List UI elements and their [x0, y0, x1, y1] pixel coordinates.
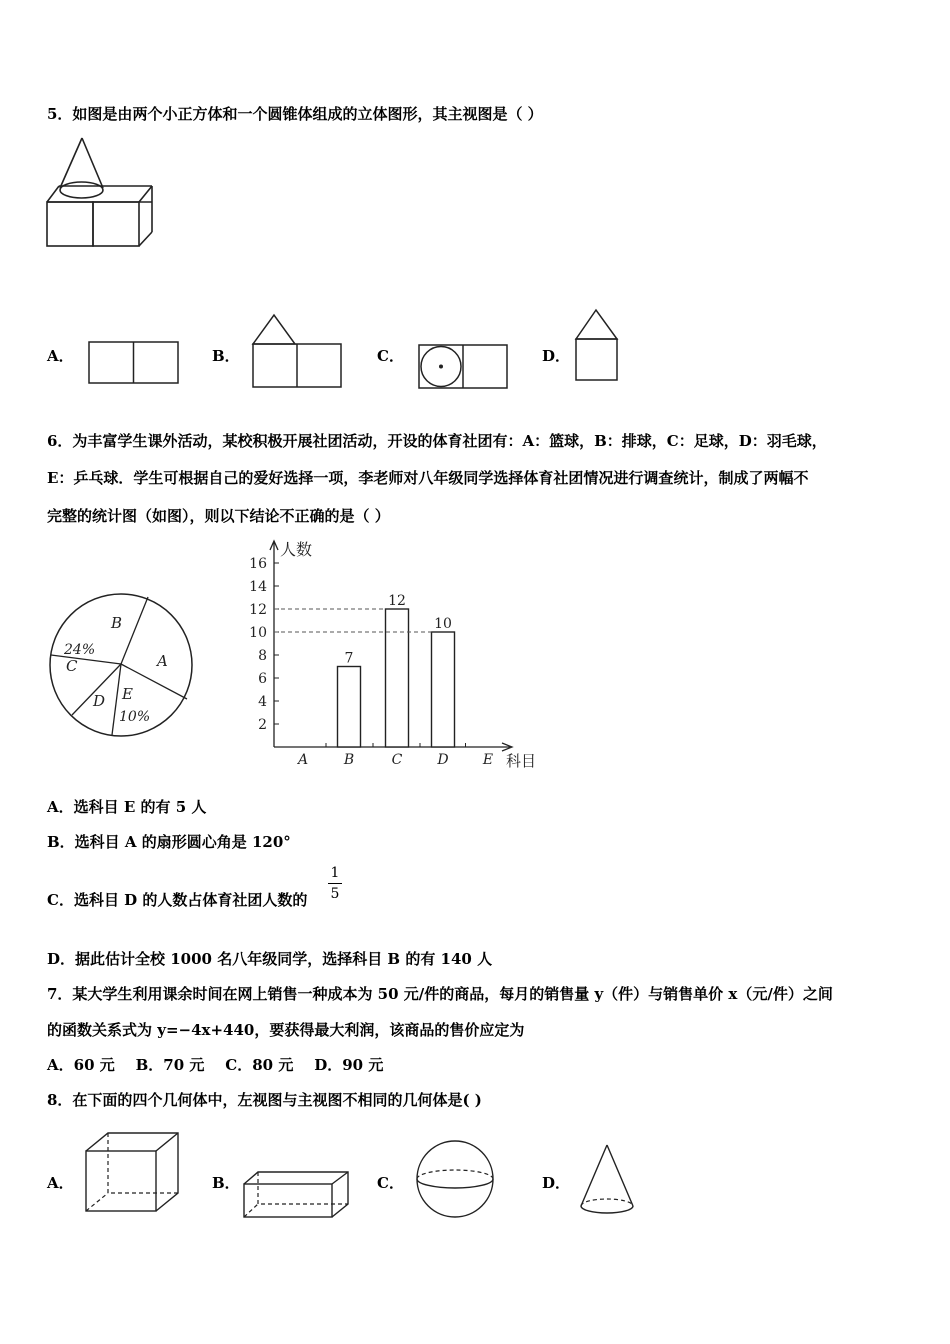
bar-d — [432, 632, 455, 747]
q5-option-b-figure — [251, 313, 343, 389]
pie-annotation-c: 24% — [64, 642, 96, 658]
bar-value-label-d: 10 — [434, 616, 452, 632]
bar-chart — [240, 536, 545, 774]
x-tick-label-d: D — [437, 752, 449, 768]
q5-option-c-figure — [418, 344, 510, 390]
q8-option-a: A． — [47, 1174, 74, 1192]
q6-stem-line-3: 完整的统计图（如图），则以下结论不正确的是（ ） — [47, 507, 390, 525]
y-tick-label: 14 — [249, 579, 267, 595]
fraction-denominator: 5 — [330, 886, 340, 902]
q8-option-c: C． — [377, 1174, 404, 1192]
fraction-bar — [328, 883, 342, 884]
y-tick-label: 4 — [258, 694, 267, 710]
q6-option-a: A．选科目 E 的有 5 人 — [47, 798, 207, 816]
q5-option-d-figure — [574, 308, 624, 384]
q6-option-c-fraction — [328, 865, 342, 902]
x-tick-label-b: B — [343, 752, 355, 768]
q8-cuboid-figure — [242, 1170, 352, 1220]
q6-option-d: D．据此估计全校 1000 名八年级同学，选择科目 B 的有 140 人 — [47, 950, 493, 968]
q8-stem: 8．在下面的四个几何体中，左视图与主视图不相同的几何体是( ) — [47, 1091, 482, 1109]
q6-stem-line-2: E：乒乓球．学生可根据自己的爱好选择一项，李老师对八年级同学选择体育社团情况进行调查统计，制成了两幅不 — [47, 469, 809, 487]
q7-options: A．60 元 B．70 元 C．80 元 D．90 元 — [47, 1056, 384, 1074]
q6-option-b: B．选科目 A 的扇形圆心角是 120° — [47, 833, 291, 851]
y-tick-label: 16 — [249, 556, 267, 572]
q5-option-c: C． — [377, 347, 404, 365]
q8-cube-figure — [84, 1131, 184, 1213]
q5-solid-figure — [44, 136, 159, 251]
y-tick-label: 12 — [249, 602, 267, 618]
pie-label-e: E — [122, 685, 133, 703]
bar-b — [338, 667, 361, 748]
x-tick-label-c: C — [391, 752, 403, 768]
bar-c — [386, 609, 409, 747]
bar-value-label-b: 7 — [344, 650, 354, 667]
y-tick-label: 8 — [258, 648, 267, 664]
pie-boundary-a-b — [121, 597, 148, 664]
x-tick-label-a: A — [297, 752, 309, 768]
q5-option-a: A． — [47, 347, 74, 365]
q7-stem-line-2: 的函数关系式为 y=−4x+440，要获得最大利润，该商品的售价应定为 — [47, 1021, 525, 1039]
q8-cone-figure — [577, 1143, 639, 1217]
q8-option-b: B． — [212, 1174, 240, 1192]
q7-stem-line-1: 7．某大学生利用课余时间在网上销售一种成本为 50 元/件的商品，每月的销售量 y（件）与销售单价 x（元/件）之间 — [47, 985, 833, 1003]
pie-label-a: A — [157, 652, 168, 670]
q5-option-b: B． — [212, 347, 240, 365]
q5-option-d: D． — [542, 347, 571, 365]
q6-option-c: C．选科目 D 的人数占体育社团人数的 — [47, 891, 308, 909]
pie-label-d: D — [93, 692, 106, 710]
q5-stem: 5．如图是由两个小正方体和一个圆锥体组成的立体图形，其主视图是（ ） — [47, 105, 543, 123]
pie-label-c: C — [66, 657, 78, 675]
x-tick-label-e: E — [482, 752, 494, 768]
y-tick-label: 10 — [249, 625, 267, 641]
pie-label-b: B — [111, 614, 123, 632]
bar-value-label-c: 12 — [388, 593, 406, 609]
q6-stem-line-1: 6．为丰富学生课外活动，某校积极开展社团活动，开设的体育社团有：A：篮球，B：排球，C：足球，D：羽毛球， — [47, 432, 827, 450]
q8-sphere-figure — [415, 1139, 495, 1219]
y-axis-title: 人数 — [280, 540, 313, 559]
q5-option-a-figure — [88, 341, 180, 385]
pie-annotation-e: 10% — [119, 709, 151, 725]
fraction-numerator: 1 — [330, 865, 340, 881]
x-axis-title: 科目 — [506, 752, 537, 770]
pie-chart — [48, 593, 198, 738]
y-tick-label: 2 — [258, 717, 267, 733]
y-tick-label: 6 — [258, 671, 267, 687]
q8-option-d: D． — [542, 1174, 571, 1192]
